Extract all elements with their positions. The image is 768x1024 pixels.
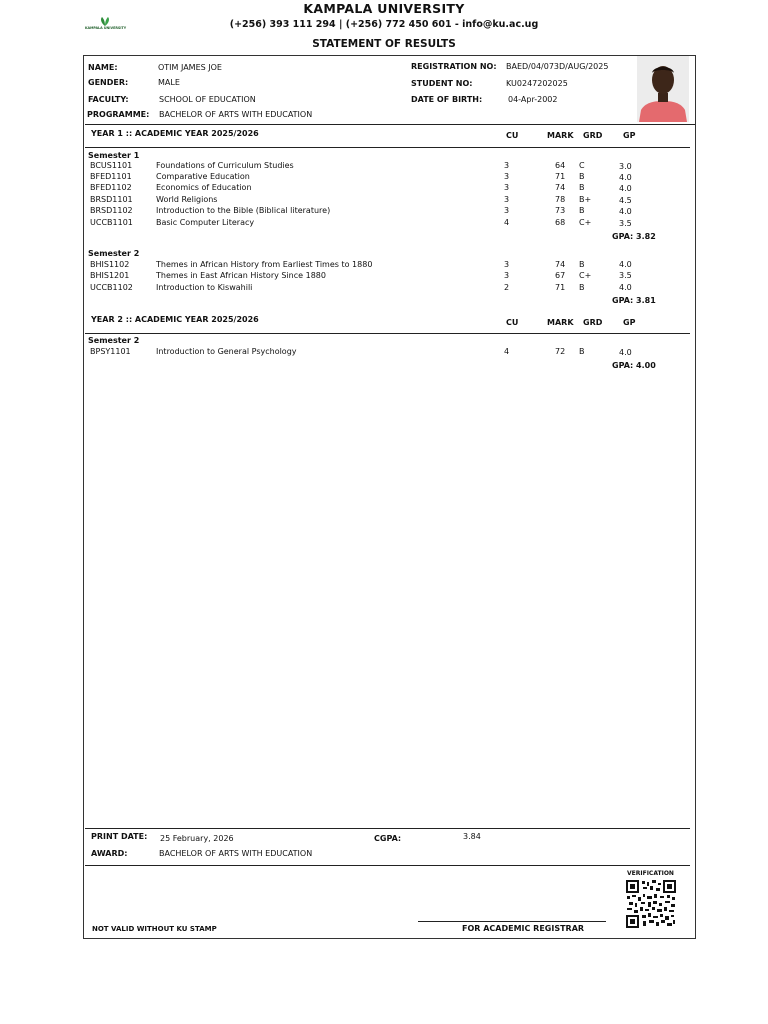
registration-value: BAED/04/073D/AUG/2025	[506, 62, 609, 71]
award-label: AWARD:	[91, 849, 128, 858]
semester-gpa: GPA: 3.82	[612, 232, 656, 241]
course-title: Themes in East African History Since 1880	[156, 271, 326, 280]
print-date-value: 25 February, 2026	[160, 834, 234, 843]
year-1-title: YEAR 1 :: ACADEMIC YEAR 2025/2026	[91, 129, 259, 138]
registrar-label: FOR ACADEMIC REGISTRAR	[462, 924, 585, 933]
course-gp: 3.5	[619, 271, 632, 280]
course-cu: 3	[504, 206, 510, 215]
year-2-title: YEAR 2 :: ACADEMIC YEAR 2025/2026	[91, 315, 259, 324]
course-title: Themes in African History from Earliest Times to 1880	[156, 260, 373, 269]
registrar-signature-line	[418, 921, 606, 922]
course-title: Introduction to the Bible (Biblical literature)	[156, 206, 331, 215]
col-gp-header: GP	[623, 318, 636, 327]
course-gp: 4.0	[619, 173, 632, 182]
programme-value: BACHELOR OF ARTS WITH EDUCATION	[159, 110, 313, 119]
table-row	[0, 218, 768, 229]
course-cu: 2	[504, 283, 510, 292]
university-name: KAMPALA UNIVERSITY	[303, 1, 465, 16]
course-title: Basic Computer Literacy	[156, 218, 255, 227]
course-code: UCCB1101	[90, 218, 133, 227]
course-grade: B	[579, 206, 585, 215]
table-row	[0, 271, 768, 282]
student-photo	[637, 56, 689, 122]
document-title: STATEMENT OF RESULTS	[312, 38, 456, 50]
name-label: NAME:	[88, 63, 118, 72]
contact-info: (+256) 393 111 294 | (+256) 772 450 601 - info@ku.ac.ug	[229, 19, 539, 30]
qr-code-icon	[626, 880, 676, 928]
course-code: BCUS1101	[90, 161, 133, 170]
course-grade: C+	[579, 271, 592, 280]
course-code: BFED1102	[90, 183, 132, 192]
course-code: UCCB1102	[90, 283, 133, 292]
course-code: BFED1101	[90, 172, 132, 181]
stamp-note: NOT VALID WITHOUT KU STAMP	[92, 925, 217, 933]
table-row	[0, 172, 768, 183]
course-code: BHIS1102	[90, 260, 130, 269]
student-no-label: STUDENT NO:	[411, 79, 473, 88]
course-mark: 73	[555, 206, 566, 215]
table-row	[0, 283, 768, 294]
course-grade: B	[579, 172, 585, 181]
course-mark: 68	[555, 218, 566, 227]
course-grade: C+	[579, 218, 592, 227]
student-no-value: KU0247202025	[506, 79, 568, 88]
faculty-label: FACULTY:	[88, 95, 129, 104]
dob-label: DATE OF BIRTH:	[411, 95, 483, 104]
course-title: Foundations of Curriculum Studies	[156, 161, 294, 170]
course-code: BHIS1201	[90, 271, 130, 280]
col-mark-header: MARK	[547, 318, 574, 327]
verification-qr-code[interactable]	[626, 880, 676, 928]
programme-label: PROGRAMME:	[87, 110, 150, 119]
person-photo-icon	[637, 56, 689, 122]
course-gp: 4.0	[619, 184, 632, 193]
col-cu-header: CU	[506, 318, 519, 327]
gender-value: MALE	[158, 78, 180, 87]
col-gp-header: GP	[623, 131, 636, 140]
course-grade: B	[579, 283, 585, 292]
course-title: Introduction to Kiswahili	[156, 283, 253, 292]
course-grade: B	[579, 183, 585, 192]
divider-info	[85, 124, 695, 125]
divider-year-1	[85, 147, 690, 148]
semester-label: Semester 1	[88, 151, 140, 160]
registration-label: REGISTRATION NO:	[411, 62, 497, 71]
course-mark: 71	[555, 283, 566, 292]
semester-label: Semester 2	[88, 336, 140, 345]
table-row	[0, 195, 768, 206]
course-code: BRSD1102	[90, 206, 133, 215]
dob-value: 04-Apr-2002	[508, 95, 558, 104]
course-cu: 4	[504, 218, 510, 227]
course-cu: 3	[504, 195, 510, 204]
table-row	[0, 161, 768, 172]
course-gp: 3.5	[619, 219, 632, 228]
course-mark: 67	[555, 271, 566, 280]
course-cu: 3	[504, 161, 510, 170]
course-title: World Religions	[156, 195, 218, 204]
course-code: BRSD1101	[90, 195, 133, 204]
table-row	[0, 260, 768, 271]
course-mark: 72	[555, 347, 566, 356]
name-value: OTIM JAMES JOE	[158, 63, 222, 72]
col-cu-header: CU	[506, 131, 519, 140]
divider-footer	[85, 828, 690, 829]
award-value: BACHELOR OF ARTS WITH EDUCATION	[159, 849, 313, 858]
course-cu: 3	[504, 172, 510, 181]
course-mark: 64	[555, 161, 566, 170]
course-grade: C	[579, 161, 585, 170]
course-gp: 4.0	[619, 260, 632, 269]
course-mark: 74	[555, 260, 566, 269]
col-grd-header: GRD	[583, 131, 603, 140]
course-gp: 3.0	[619, 162, 632, 171]
semester-label: Semester 2	[88, 249, 140, 258]
course-gp: 4.0	[619, 283, 632, 292]
logo-text: KAMPALA UNIVERSITY	[85, 26, 127, 30]
table-row	[0, 347, 768, 358]
course-gp: 4.0	[619, 348, 632, 357]
course-gp: 4.0	[619, 207, 632, 216]
course-gp: 4.5	[619, 196, 632, 205]
cgpa-value: 3.84	[463, 832, 481, 841]
course-title: Comparative Education	[156, 172, 250, 181]
divider-year-2	[85, 333, 690, 334]
course-title: Introduction to General Psychology	[156, 347, 297, 356]
col-grd-header: GRD	[583, 318, 603, 327]
gender-label: GENDER:	[88, 78, 129, 87]
course-cu: 3	[504, 183, 510, 192]
course-grade: B	[579, 260, 585, 269]
course-mark: 78	[555, 195, 566, 204]
divider-award	[85, 865, 690, 866]
course-grade: B	[579, 347, 585, 356]
table-row	[0, 206, 768, 217]
cgpa-label: CGPA:	[374, 834, 402, 843]
semester-gpa: GPA: 4.00	[612, 361, 656, 370]
course-title: Economics of Education	[156, 183, 252, 192]
course-cu: 3	[504, 271, 510, 280]
semester-gpa: GPA: 3.81	[612, 296, 656, 305]
course-code: BPSY1101	[90, 347, 131, 356]
faculty-value: SCHOOL OF EDUCATION	[159, 95, 256, 104]
course-cu: 3	[504, 260, 510, 269]
print-date-label: PRINT DATE:	[91, 832, 148, 841]
col-mark-header: MARK	[547, 131, 574, 140]
table-row	[0, 183, 768, 194]
course-grade: B+	[579, 195, 592, 204]
course-mark: 74	[555, 183, 566, 192]
verification-label: VERIFICATION	[627, 870, 674, 877]
course-mark: 71	[555, 172, 566, 181]
course-cu: 4	[504, 347, 510, 356]
